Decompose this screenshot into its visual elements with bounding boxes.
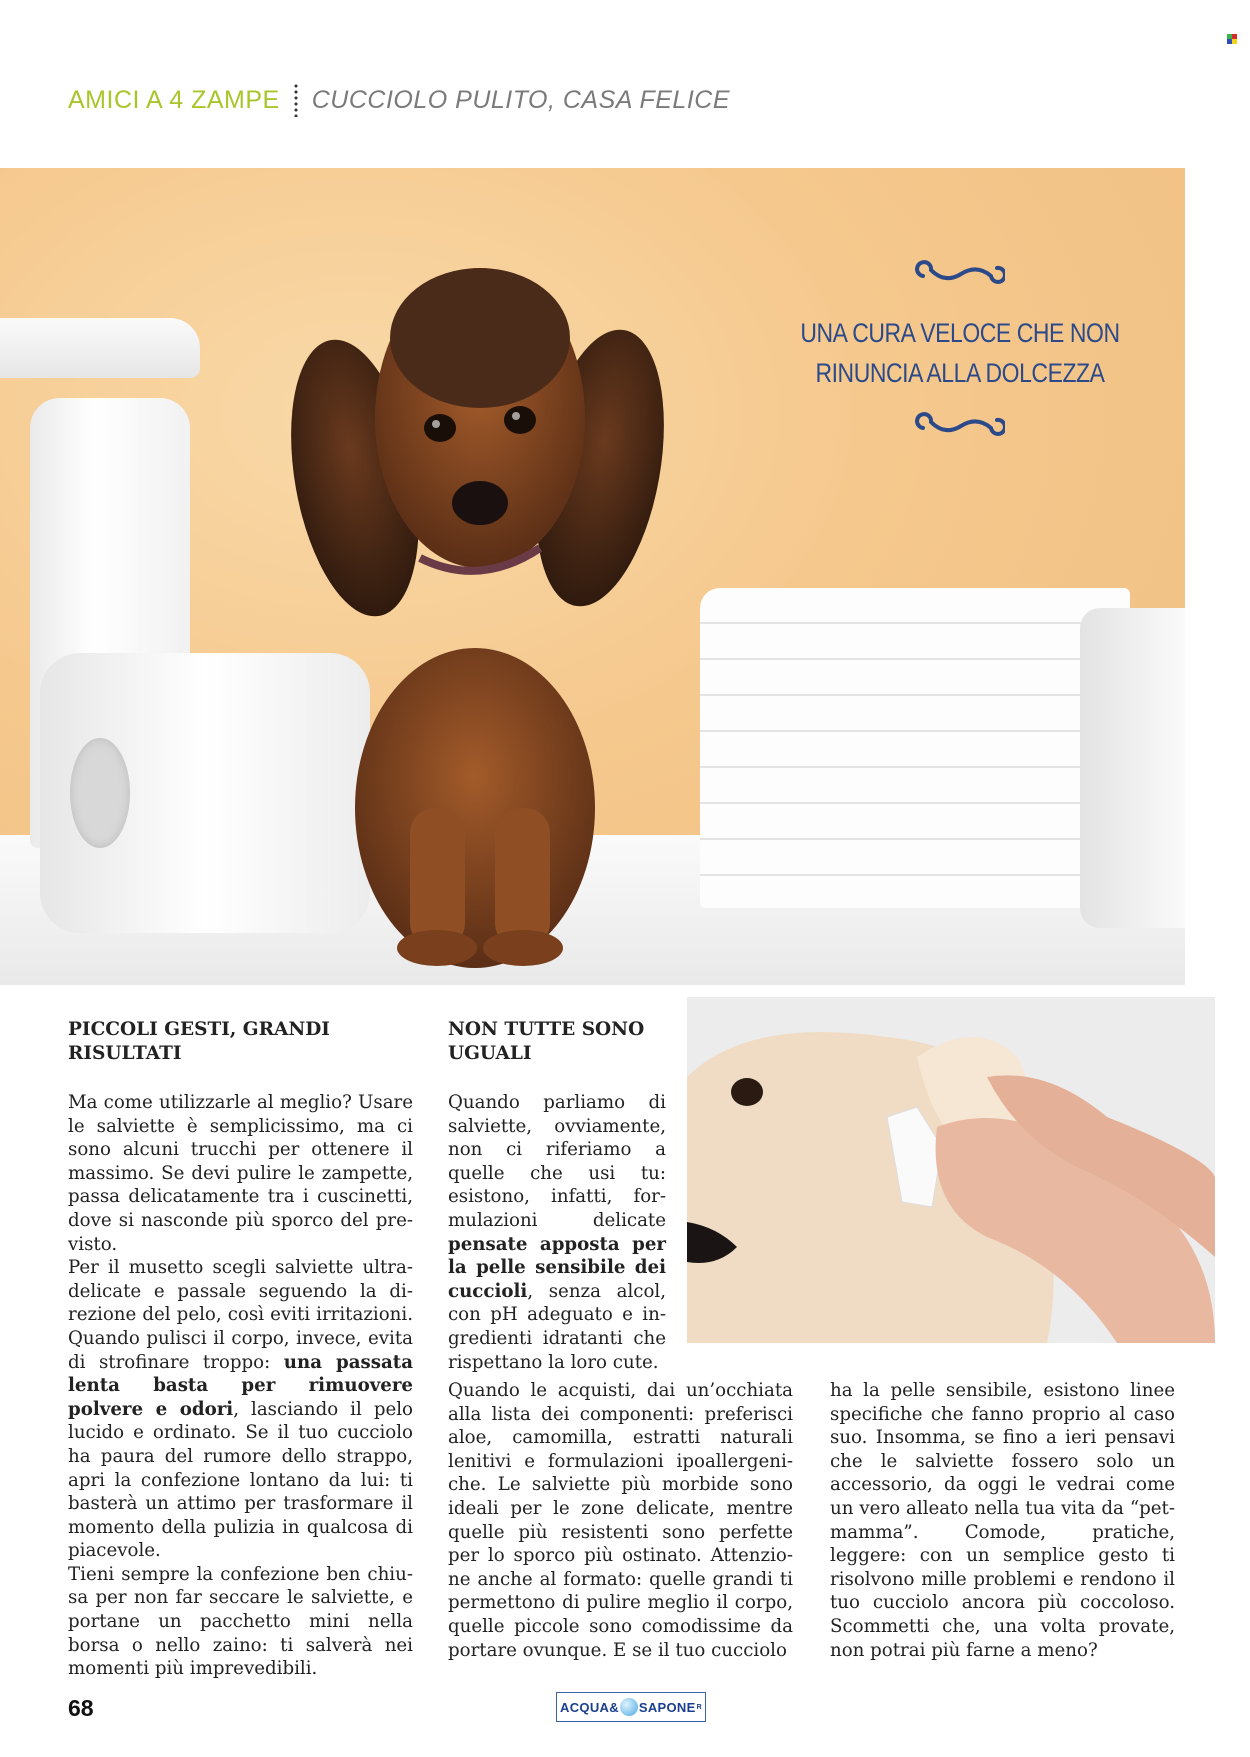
ear-cleaning-photo: [687, 997, 1215, 1343]
acqua-sapone-logo: ACQUA& SAPONE R: [556, 1692, 706, 1722]
section-heading-non-tutte-uguali: NON TUTTE SONO UGUALI: [448, 1019, 645, 1064]
page-number: 68: [68, 1695, 94, 1721]
roll-core: [70, 738, 130, 848]
page-header: [68, 80, 730, 120]
section-heading-piccoli-gesti: PICCOLI GESTI, GRANDI RISULTATI: [68, 1019, 330, 1064]
toilet-paper-roll-right: [1080, 608, 1185, 928]
paragraph: Ma come utilizzarle al meglio? Usare le salviette è semplicissimo, ma ci sono alcuni trucchi per ottenere il massimo. Se devi pulire le zampette, passa delicatamente tra i cuscinetti, dove si nasconde più sporco del previsto.: [68, 1092, 413, 1255]
puppy-illustration: [280, 248, 730, 968]
pull-quote-line-1: UNA CURA VELOCE CHE NON: [800, 318, 1120, 348]
paragraph: ha la pelle sensibile, esistono linee specifiche che fanno proprio al caso suo. Insomma, se fino a ieri pensavi che le salviette fossero solo un accessorio, da oggi le vedrai come un vero alleato nella tua vita da “pet-mamma”. Comode, pratiche, leggere: con un semplice gesto ti risolvono mille problemi e rendono il tuo cucciolo ancora più coccoloso. Scommetti che, una volta provate, non potrai più farne a meno?: [830, 1380, 1175, 1661]
ornament-swirl-icon: [760, 407, 1160, 447]
corner-color-mark-icon: [1227, 34, 1237, 44]
article-column-1: [68, 1018, 413, 1681]
pull-quote: [760, 255, 1160, 447]
section-label: AMICI A 4 ZAMPE: [68, 85, 280, 114]
highlight-text: una passata lenta basta per rimuovere polvere e odori: [68, 1351, 413, 1420]
stacked-wipes: [700, 588, 1130, 908]
article-column-2-bottom: [448, 1379, 793, 1662]
paragraph: Per il musetto scegli salviette ultra-delicate e passale seguendo la direzione del pelo, così eviti irritazioni. Quando pulisci il corpo, invece, evita di strofinare troppo: una passata lenta basta per rimuovere polvere e odori, lasciando il pelo lucido e ordinato. Se il tuo cucciolo ha paura del rumore dello strappo, apri la confezione lontano da lui: ti basterà un attimo per trasformare il momento della pulizia in qualcosa di piacevole.: [68, 1257, 413, 1562]
registered-mark: R: [696, 1703, 702, 1711]
golden-retriever-illustration: [687, 997, 1215, 1343]
article-column-2-top: [448, 1018, 666, 1374]
paragraph: Tieni sempre la confezione ben chiusa per non far seccare le salviette, e portane un pacchetto mini nella borsa o nello zaino: ti salverà nei momenti più imprevedibili.: [68, 1563, 413, 1680]
highlight-text: pensate apposta per la pelle sensibile dei cuccioli: [448, 1233, 666, 1302]
bubble-icon: [620, 1698, 638, 1716]
pull-quote-line-2: RINUNCIA ALLA DOLCEZZA: [815, 358, 1105, 388]
spray-bottle-trigger: [0, 318, 200, 378]
article-column-3: [830, 1379, 1175, 1662]
article-title: CUCCIOLO PULITO, CASA FELICE: [311, 85, 730, 114]
dotted-separator: [294, 83, 298, 117]
ornament-swirl-icon: [760, 255, 1160, 295]
paragraph: Quando le acquisti, dai un’occhiata alla lista dei componenti: preferisci aloe, camomilla, estratti naturali lenitivi e formulazioni ipoallergeniche. Le salviette più morbide sono ideali per le zone delicate, mentre quelle più resistenti sono perfette per lo sporco più ostinato. Attenzione anche al formato: quelle grandi ti permettono di pulire meglio il corpo, quelle piccole sono comodissime da portare ovunque. E se il tuo cucciolo: [448, 1380, 793, 1661]
pull-quote-text: [790, 313, 1130, 393]
paragraph: Quando parliamo di salviette, ovviamente, non ci riferiamo a quelle che usi tu: esistono, infatti, formulazioni delicate pensate apposta per la pelle sensibile dei cuccioli, senza alcol, con pH adeguato e ingredienti idratanti che rispettano la loro cute.: [448, 1092, 666, 1373]
